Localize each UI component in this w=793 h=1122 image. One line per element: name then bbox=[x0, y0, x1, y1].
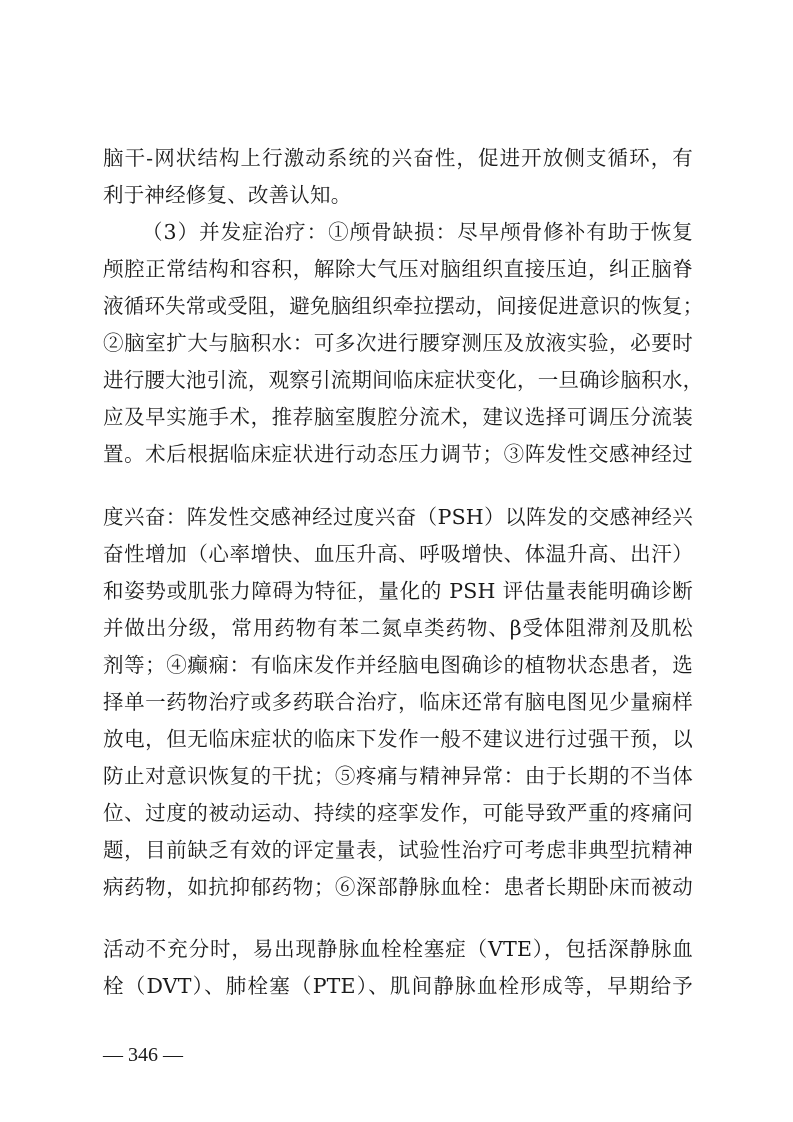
text-line: 度兴奋：阵发性交感神经过度兴奋（PSH）以阵发的交感神经兴 bbox=[103, 505, 693, 529]
text-line: 防止对意识恢复的干扰；⑤疼痛与精神异常：由于长期的不当体 bbox=[103, 764, 693, 788]
text-line: 并做出分级，常用药物有苯二氮卓类药物、β受体阻滞剂及肌松 bbox=[103, 616, 693, 640]
text-line: （3）并发症治疗：①颅骨缺损：尽早颅骨修补有助于恢复 bbox=[142, 220, 693, 244]
text-line: 和姿势或肌张力障碍为特征，量化的 PSH 评估量表能明确诊断 bbox=[103, 579, 693, 603]
text-line: 奋性增加（心率增快、血压升高、呼吸增快、体温升高、出汗） bbox=[103, 542, 693, 566]
text-line: 液循环失常或受阻，避免脑组织牵拉摆动，间接促进意识的恢复； bbox=[103, 294, 704, 318]
text-line: 病药物，如抗抑郁药物；⑥深部静脉血栓：患者长期卧床而被动 bbox=[103, 875, 693, 899]
text-line: 进行腰大池引流，观察引流期间临床症状变化，一旦确诊脑积水， bbox=[103, 368, 704, 392]
text-line: 栓（DVT）、肺栓塞（PTE）、肌间静脉血栓形成等，早期给予 bbox=[103, 974, 693, 998]
text-line: 位、过度的被动运动、持续的痉挛发作，可能导致严重的疼痛问 bbox=[103, 801, 693, 825]
text-line: 择单一药物治疗或多药联合治疗，临床还常有脑电图见少量痫样 bbox=[103, 690, 693, 714]
text-line: 利于神经修复、改善认知。 bbox=[103, 183, 352, 207]
text-line: 放电，但无临床症状的临床下发作一般不建议进行过强干预，以 bbox=[103, 727, 693, 751]
page-number: — 346 — bbox=[103, 1044, 183, 1066]
text-line: ②脑室扩大与脑积水：可多次进行腰穿测压及放液实验，必要时 bbox=[103, 331, 693, 355]
text-line: 应及早实施手术，推荐脑室腹腔分流术，建议选择可调压分流装 bbox=[103, 405, 693, 429]
text-line: 剂等；④癫痫：有临床发作并经脑电图确诊的植物状态患者，选 bbox=[103, 653, 693, 677]
text-line: 置。术后根据临床症状进行动态压力调节；③阵发性交感神经过 bbox=[103, 442, 693, 466]
text-line: 颅腔正常结构和容积，解除大气压对脑组织直接压迫，纠正脑脊 bbox=[103, 257, 693, 281]
text-line: 活动不充分时，易出现静脉血栓栓塞症（VTE），包括深静脉血 bbox=[103, 937, 693, 961]
text-line: 题，目前缺乏有效的评定量表，试验性治疗可考虑非典型抗精神 bbox=[103, 838, 693, 862]
text-line: 脑干-网状结构上行激动系统的兴奋性，促进开放侧支循环，有 bbox=[103, 146, 693, 170]
